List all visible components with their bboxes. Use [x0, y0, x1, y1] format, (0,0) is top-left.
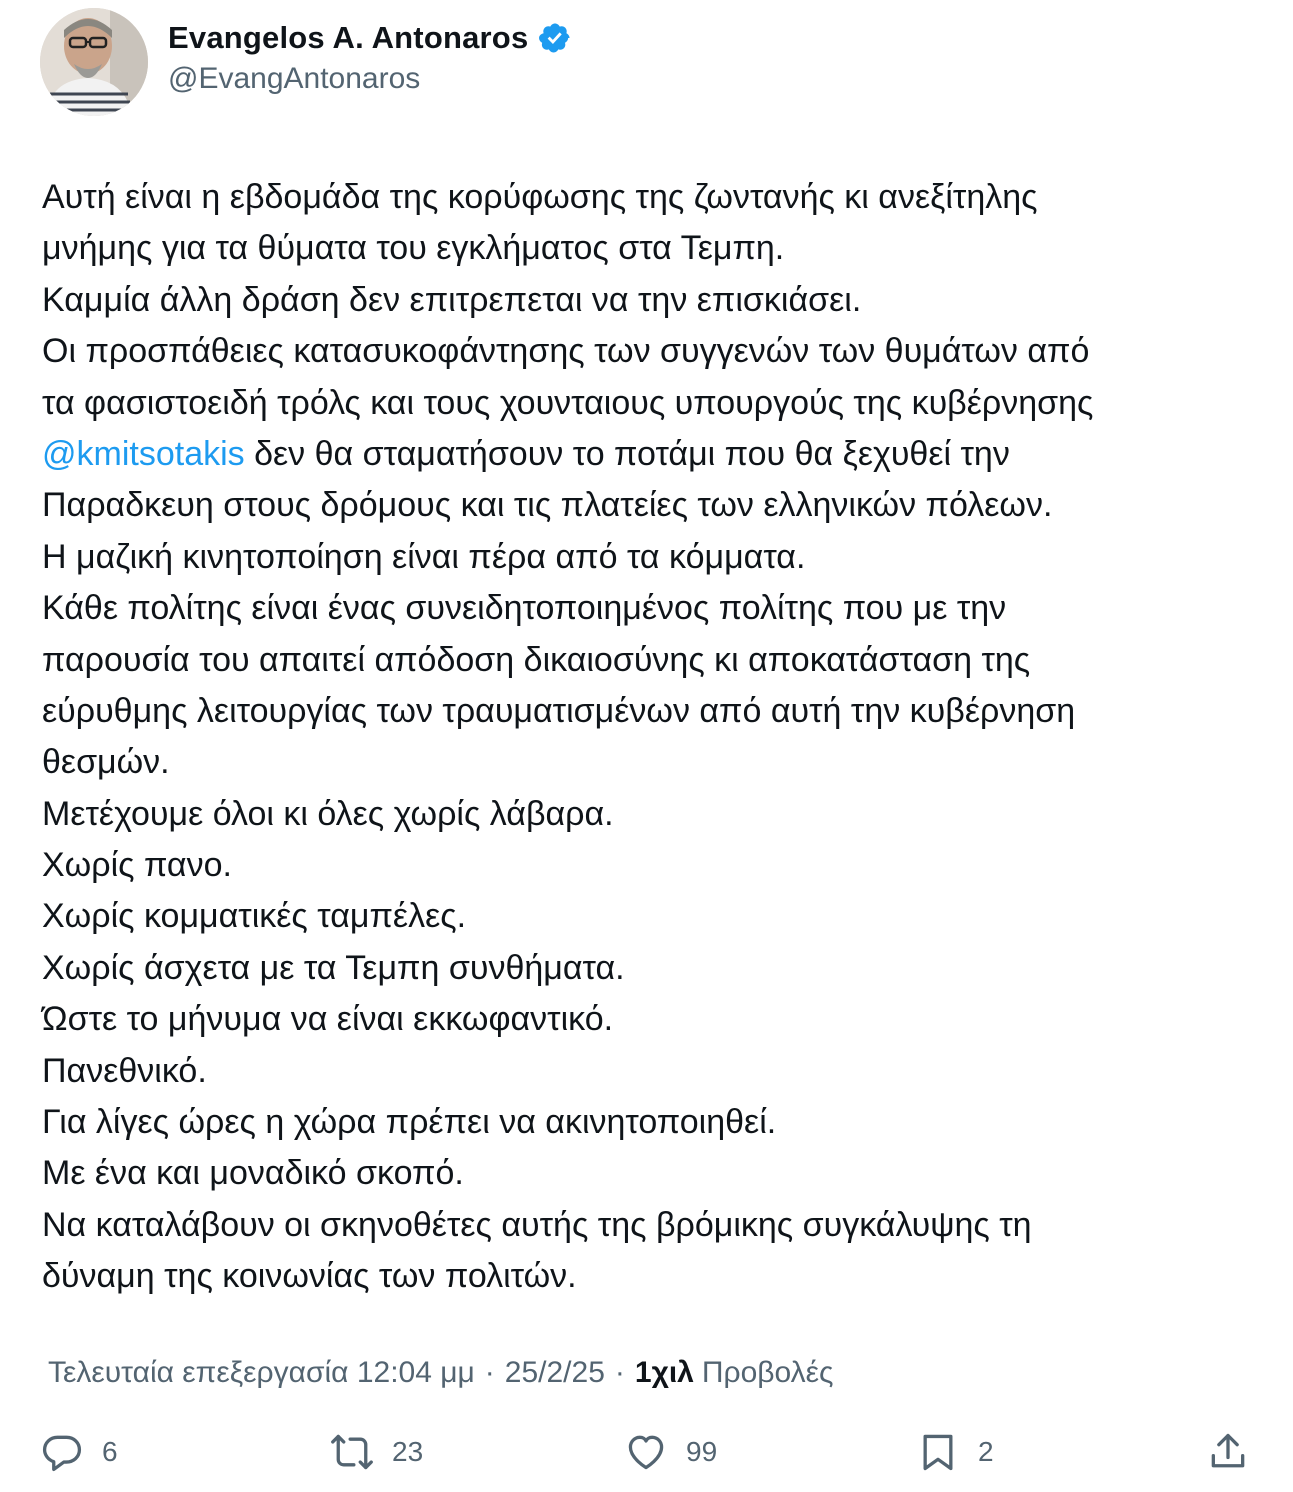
tweet-line: μνήμης για τα θύματα του εγκλήματος στα Τεμπη.	[42, 229, 785, 268]
tweet-line: τα φασιστοειδή τρόλς και τους χουνταιους υπουργούς της κυβέρνησης	[42, 383, 1094, 422]
tweet-line: Μετέχουμε όλοι κι όλες χωρίς λάβαρα.	[42, 794, 614, 833]
share-button[interactable]	[1206, 1420, 1250, 1484]
reply-icon	[40, 1430, 84, 1474]
tweet-line: Ώστε το μήνυμα να είναι εκκωφαντικό.	[42, 1000, 614, 1039]
edited-timestamp[interactable]: Τελευταία επεξεργασία 12:04 μμ	[48, 1356, 475, 1389]
views-label: Προβολές	[701, 1356, 834, 1389]
mention-link[interactable]: @kmitsotakis	[42, 434, 245, 473]
tweet-line: Χωρίς πανο.	[42, 846, 232, 885]
tweet-meta	[48, 1356, 834, 1390]
like-count: 99	[686, 1436, 718, 1467]
tweet-header	[40, 8, 1250, 118]
tweet-text	[42, 172, 1262, 1303]
author-block	[168, 20, 572, 96]
tweet-date[interactable]: 25/2/25	[504, 1356, 605, 1389]
repost-icon	[330, 1430, 374, 1474]
like-button[interactable]	[624, 1420, 717, 1484]
author-name[interactable]: Evangelos A. Antonaros	[168, 20, 529, 55]
tweet-line: Χωρίς κομματικές ταμπέλες.	[42, 897, 467, 936]
tweet-line: Παραδκευη στους δρόμους και τις πλατείες των ελληνικών πόλεων.	[42, 486, 1053, 525]
tweet-line: Για λίγες ώρες η χώρα πρέπει να ακινητοποιηθεί.	[42, 1103, 777, 1142]
tweet-line: Οι προσπάθειες κατασυκοφάντησης των συγγενών των θυμάτων από	[42, 332, 1090, 371]
avatar[interactable]	[40, 8, 148, 116]
tweet-line: Αυτή είναι η εβδομάδα της κορύφωσης της ζωντανής κι ανεξίτηλης	[42, 178, 1038, 216]
heart-icon	[624, 1430, 668, 1474]
reply-button[interactable]	[40, 1420, 118, 1484]
tweet-line: Χωρίς άσχετα με τα Τεμπη συνθήματα.	[42, 948, 625, 987]
bookmark-count: 2	[978, 1436, 994, 1467]
verified-badge-icon	[538, 21, 572, 55]
tweet-line: θεσμών.	[42, 743, 170, 782]
tweet-line-rest: δεν θα σταματήσουν το ποτάμι που θα ξεχυθεί την	[244, 434, 1010, 473]
action-bar	[40, 1420, 1260, 1486]
tweet-line-with-mention	[42, 429, 1262, 480]
avatar-image	[40, 8, 148, 116]
tweet-line: Πανεθνικό.	[42, 1051, 207, 1090]
views-count: 1χιλ	[634, 1356, 694, 1389]
tweet-line: Η μαζική κινητοποίηση είναι πέρα από τα κόμματα.	[42, 537, 806, 576]
meta-separator: ·	[614, 1356, 625, 1389]
share-icon	[1206, 1430, 1250, 1474]
author-handle[interactable]: @EvangAntonaros	[168, 62, 421, 95]
repost-count: 23	[392, 1436, 424, 1467]
reply-count: 6	[102, 1436, 118, 1467]
tweet-line: εύρυθμης λειτουργίας των τραυματισμένων από αυτή την κυβέρνηση	[42, 691, 1076, 730]
tweet-line: Με ένα και μοναδικό σκοπό.	[42, 1154, 464, 1193]
tweet-line: δύναμη της κοινωνίας των πολιτών.	[42, 1257, 577, 1296]
tweet-line: παρουσία του απαιτεί απόδοση δικαιοσύνης κι αποκατάσταση της	[42, 640, 1031, 679]
tweet-line: Κάθε πολίτης είναι ένας συνειδητοποιημένος πολίτης που με την	[42, 589, 1007, 628]
tweet-line: Να καταλάβουν οι σκηνοθέτες αυτής της βρόμικης συγκάλυψης τη	[42, 1205, 1032, 1244]
meta-separator: ·	[484, 1356, 495, 1389]
repost-button[interactable]	[330, 1420, 423, 1484]
bookmark-button[interactable]	[916, 1420, 994, 1484]
tweet-line: Καμμία άλλη δράση δεν επιτρεπεται να την επισκιάσει.	[42, 280, 862, 319]
bookmark-icon	[916, 1430, 960, 1474]
